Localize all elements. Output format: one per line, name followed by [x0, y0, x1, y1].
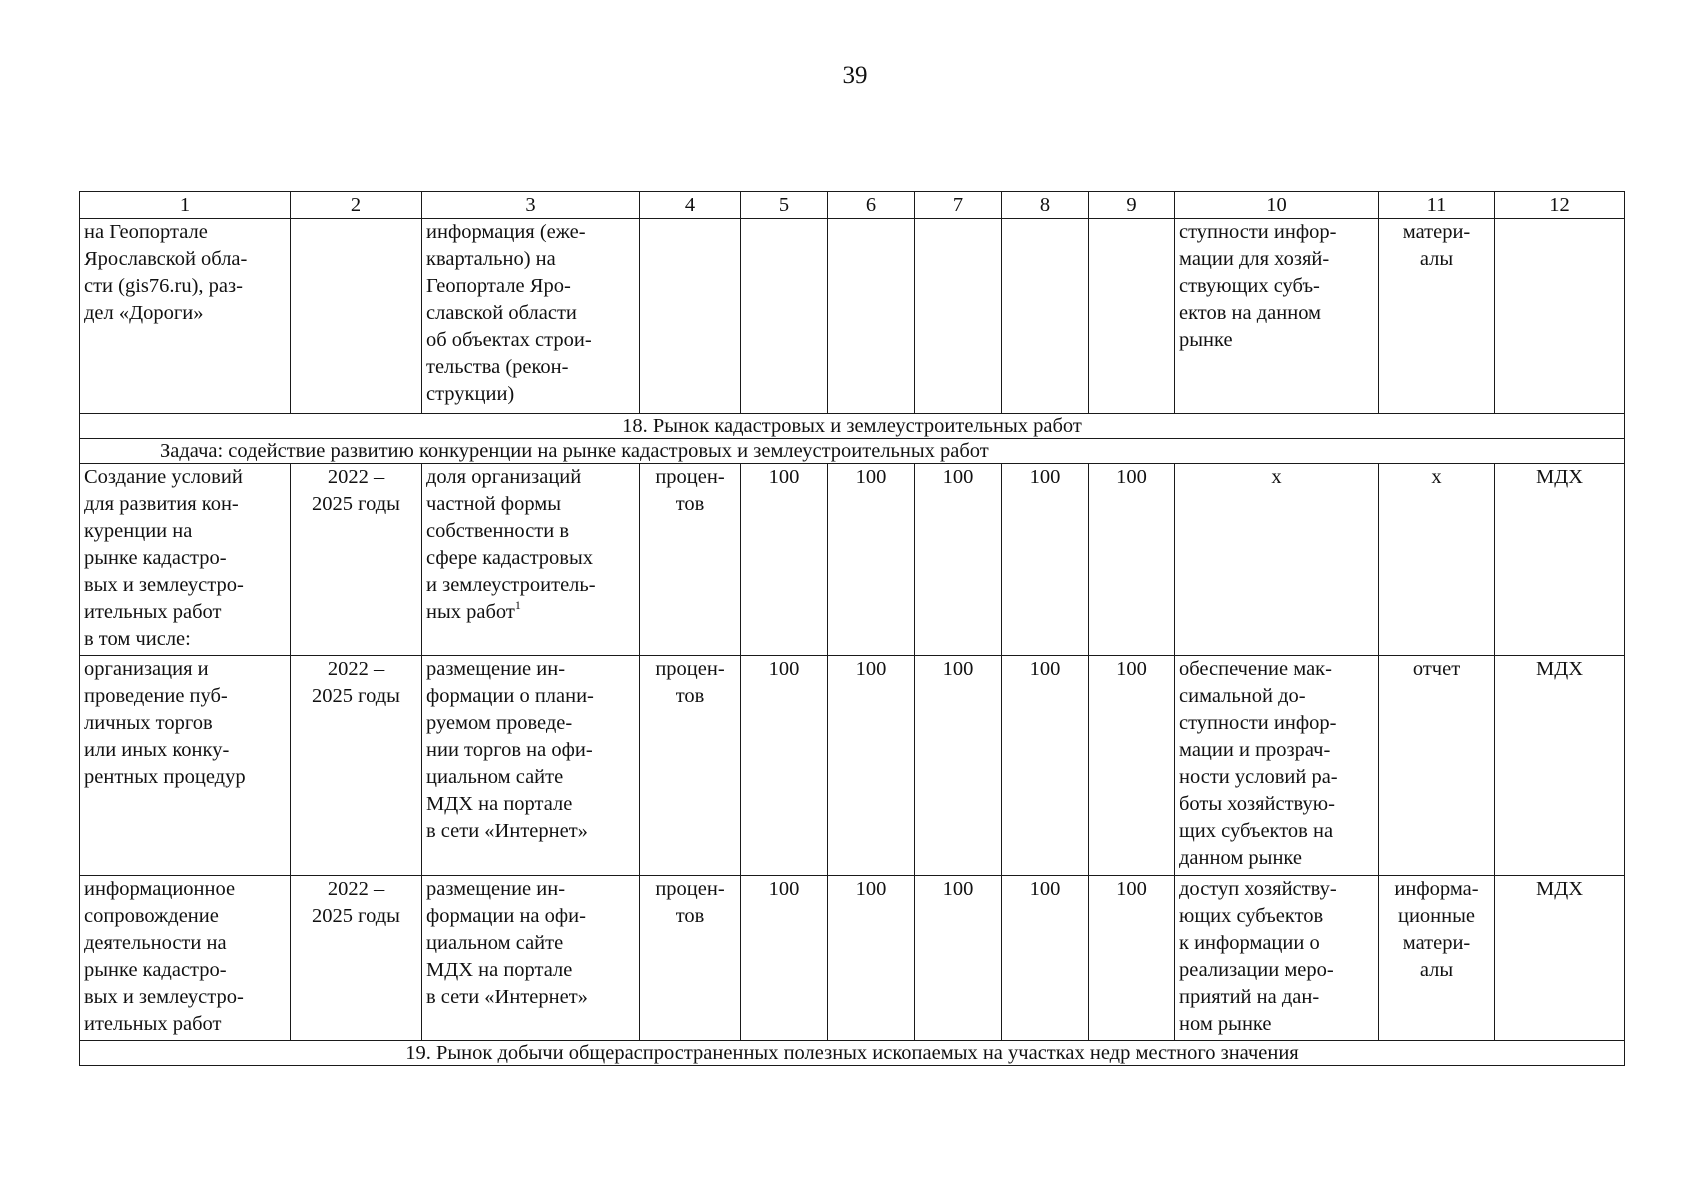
empty-cell: [1495, 219, 1625, 414]
value-cell: 100: [828, 464, 915, 656]
task-row: [80, 439, 1625, 464]
column-header: 7: [915, 192, 1002, 219]
table-row: [80, 464, 1625, 656]
column-header: 6: [828, 192, 915, 219]
section-title: 18. Рынок кадастровых и землеустроительных работ: [80, 414, 1625, 439]
cell-text: 2022 – 2025 годы: [312, 466, 400, 515]
cell-text: отчет: [1379, 656, 1495, 876]
column-header: 12: [1495, 192, 1625, 219]
cell-text: Создание условий для развития кон- куренции на рынке кадастро- вых и землеустро- ительных работ в том числе:: [84, 466, 244, 650]
cell-text: размещение ин- формации о плани- руемом проведе- нии торгов на офи- циальном сайте МДХ на портале в сети «Интернет»: [426, 658, 594, 842]
cell-text: МДХ: [1495, 656, 1625, 876]
section-heading-row: [80, 414, 1625, 439]
cell-text: доступ хозяйству- ющих субъектов к информации о реализации меро- приятий на дан- ном рынке: [1179, 878, 1337, 1035]
column-header: 8: [1002, 192, 1089, 219]
section-title: 19. Рынок добычи общераспространенных полезных ископаемых на участках недр местного значения: [80, 1041, 1625, 1066]
cell-text: информационное сопровождение деятельности на рынке кадастро- вых и землеустро- ительных работ: [84, 878, 244, 1035]
column-number-row: [80, 192, 1625, 219]
cell-text: МДХ: [1495, 876, 1625, 1041]
column-header: 1: [80, 192, 291, 219]
data-table: [79, 191, 1625, 1066]
column-header: 2: [291, 192, 422, 219]
value-cell: 100: [741, 876, 828, 1041]
cell-text: процен- тов: [655, 466, 725, 515]
cell-text: на Геопортале Ярославской обла- сти (gis76.ru), раз- дел «Дороги»: [84, 221, 248, 324]
value-cell: 100: [1002, 876, 1089, 1041]
value-cell: 100: [741, 656, 828, 876]
value-cell: 100: [828, 876, 915, 1041]
cell-text: 2022 – 2025 годы: [312, 878, 400, 927]
table-row-continuation: [80, 219, 1625, 414]
cell-text: размещение ин- формации на офи- циальном сайте МДХ на портале в сети «Интернет»: [426, 878, 588, 1008]
value-cell: 100: [915, 656, 1002, 876]
cell-text: информа- ционные матери- алы: [1394, 878, 1479, 981]
cell-text-main: доля организаций частной формы собственности в сфере кадастровых и землеустроитель- ных работ: [426, 466, 596, 623]
value-cell: 100: [741, 464, 828, 656]
cell-text: процен- тов: [655, 658, 725, 707]
cell-text: х: [1175, 464, 1379, 656]
empty-cell: [741, 219, 828, 414]
cell-text: обеспечение мак- симальной до- ступности инфор- мации и прозрач- ности условий ра- боты хозяйствую- щих субъектов на данном рынке: [1179, 658, 1338, 869]
cell-text: 2022 – 2025 годы: [312, 658, 400, 707]
value-cell: 100: [1089, 656, 1175, 876]
column-header: 11: [1379, 192, 1495, 219]
page-number: 39: [842, 62, 868, 89]
cell-text: ступности инфор- мации для хозяй- ствующих субъ- ектов на данном рынке: [1179, 221, 1337, 351]
empty-cell: [640, 219, 741, 414]
cell-text: [426, 464, 635, 626]
column-header: 5: [741, 192, 828, 219]
cell-text: информация (еже- квартально) на Геопортале Яро- славской области об объектах строи- тельства (рекон- струкции): [426, 221, 592, 405]
value-cell: 100: [915, 876, 1002, 1041]
table-row: [80, 656, 1625, 876]
cell-text: матери- алы: [1402, 221, 1471, 270]
cell-text: организация и проведение пуб- личных торгов или иных конку- рентных процедур: [84, 658, 246, 788]
column-header: 3: [422, 192, 640, 219]
task-title: Задача: содействие развитию конкуренции на рынке кадастровых и землеустроительных работ: [80, 439, 1625, 464]
column-header: 10: [1175, 192, 1379, 219]
empty-cell: [828, 219, 915, 414]
column-header: 4: [640, 192, 741, 219]
cell-text: х: [1379, 464, 1495, 656]
value-cell: 100: [1002, 464, 1089, 656]
empty-cell: [1002, 219, 1089, 414]
column-header: 9: [1089, 192, 1175, 219]
section-heading-row: [80, 1041, 1625, 1066]
cell-text: МДХ: [1495, 464, 1625, 656]
empty-cell: [1089, 219, 1175, 414]
footnote-marker: 1: [514, 598, 521, 612]
table-row: [80, 876, 1625, 1041]
value-cell: 100: [1089, 464, 1175, 656]
value-cell: 100: [828, 656, 915, 876]
empty-cell: [915, 219, 1002, 414]
value-cell: 100: [1002, 656, 1089, 876]
value-cell: 100: [1089, 876, 1175, 1041]
cell-text: процен- тов: [655, 878, 725, 927]
value-cell: 100: [915, 464, 1002, 656]
